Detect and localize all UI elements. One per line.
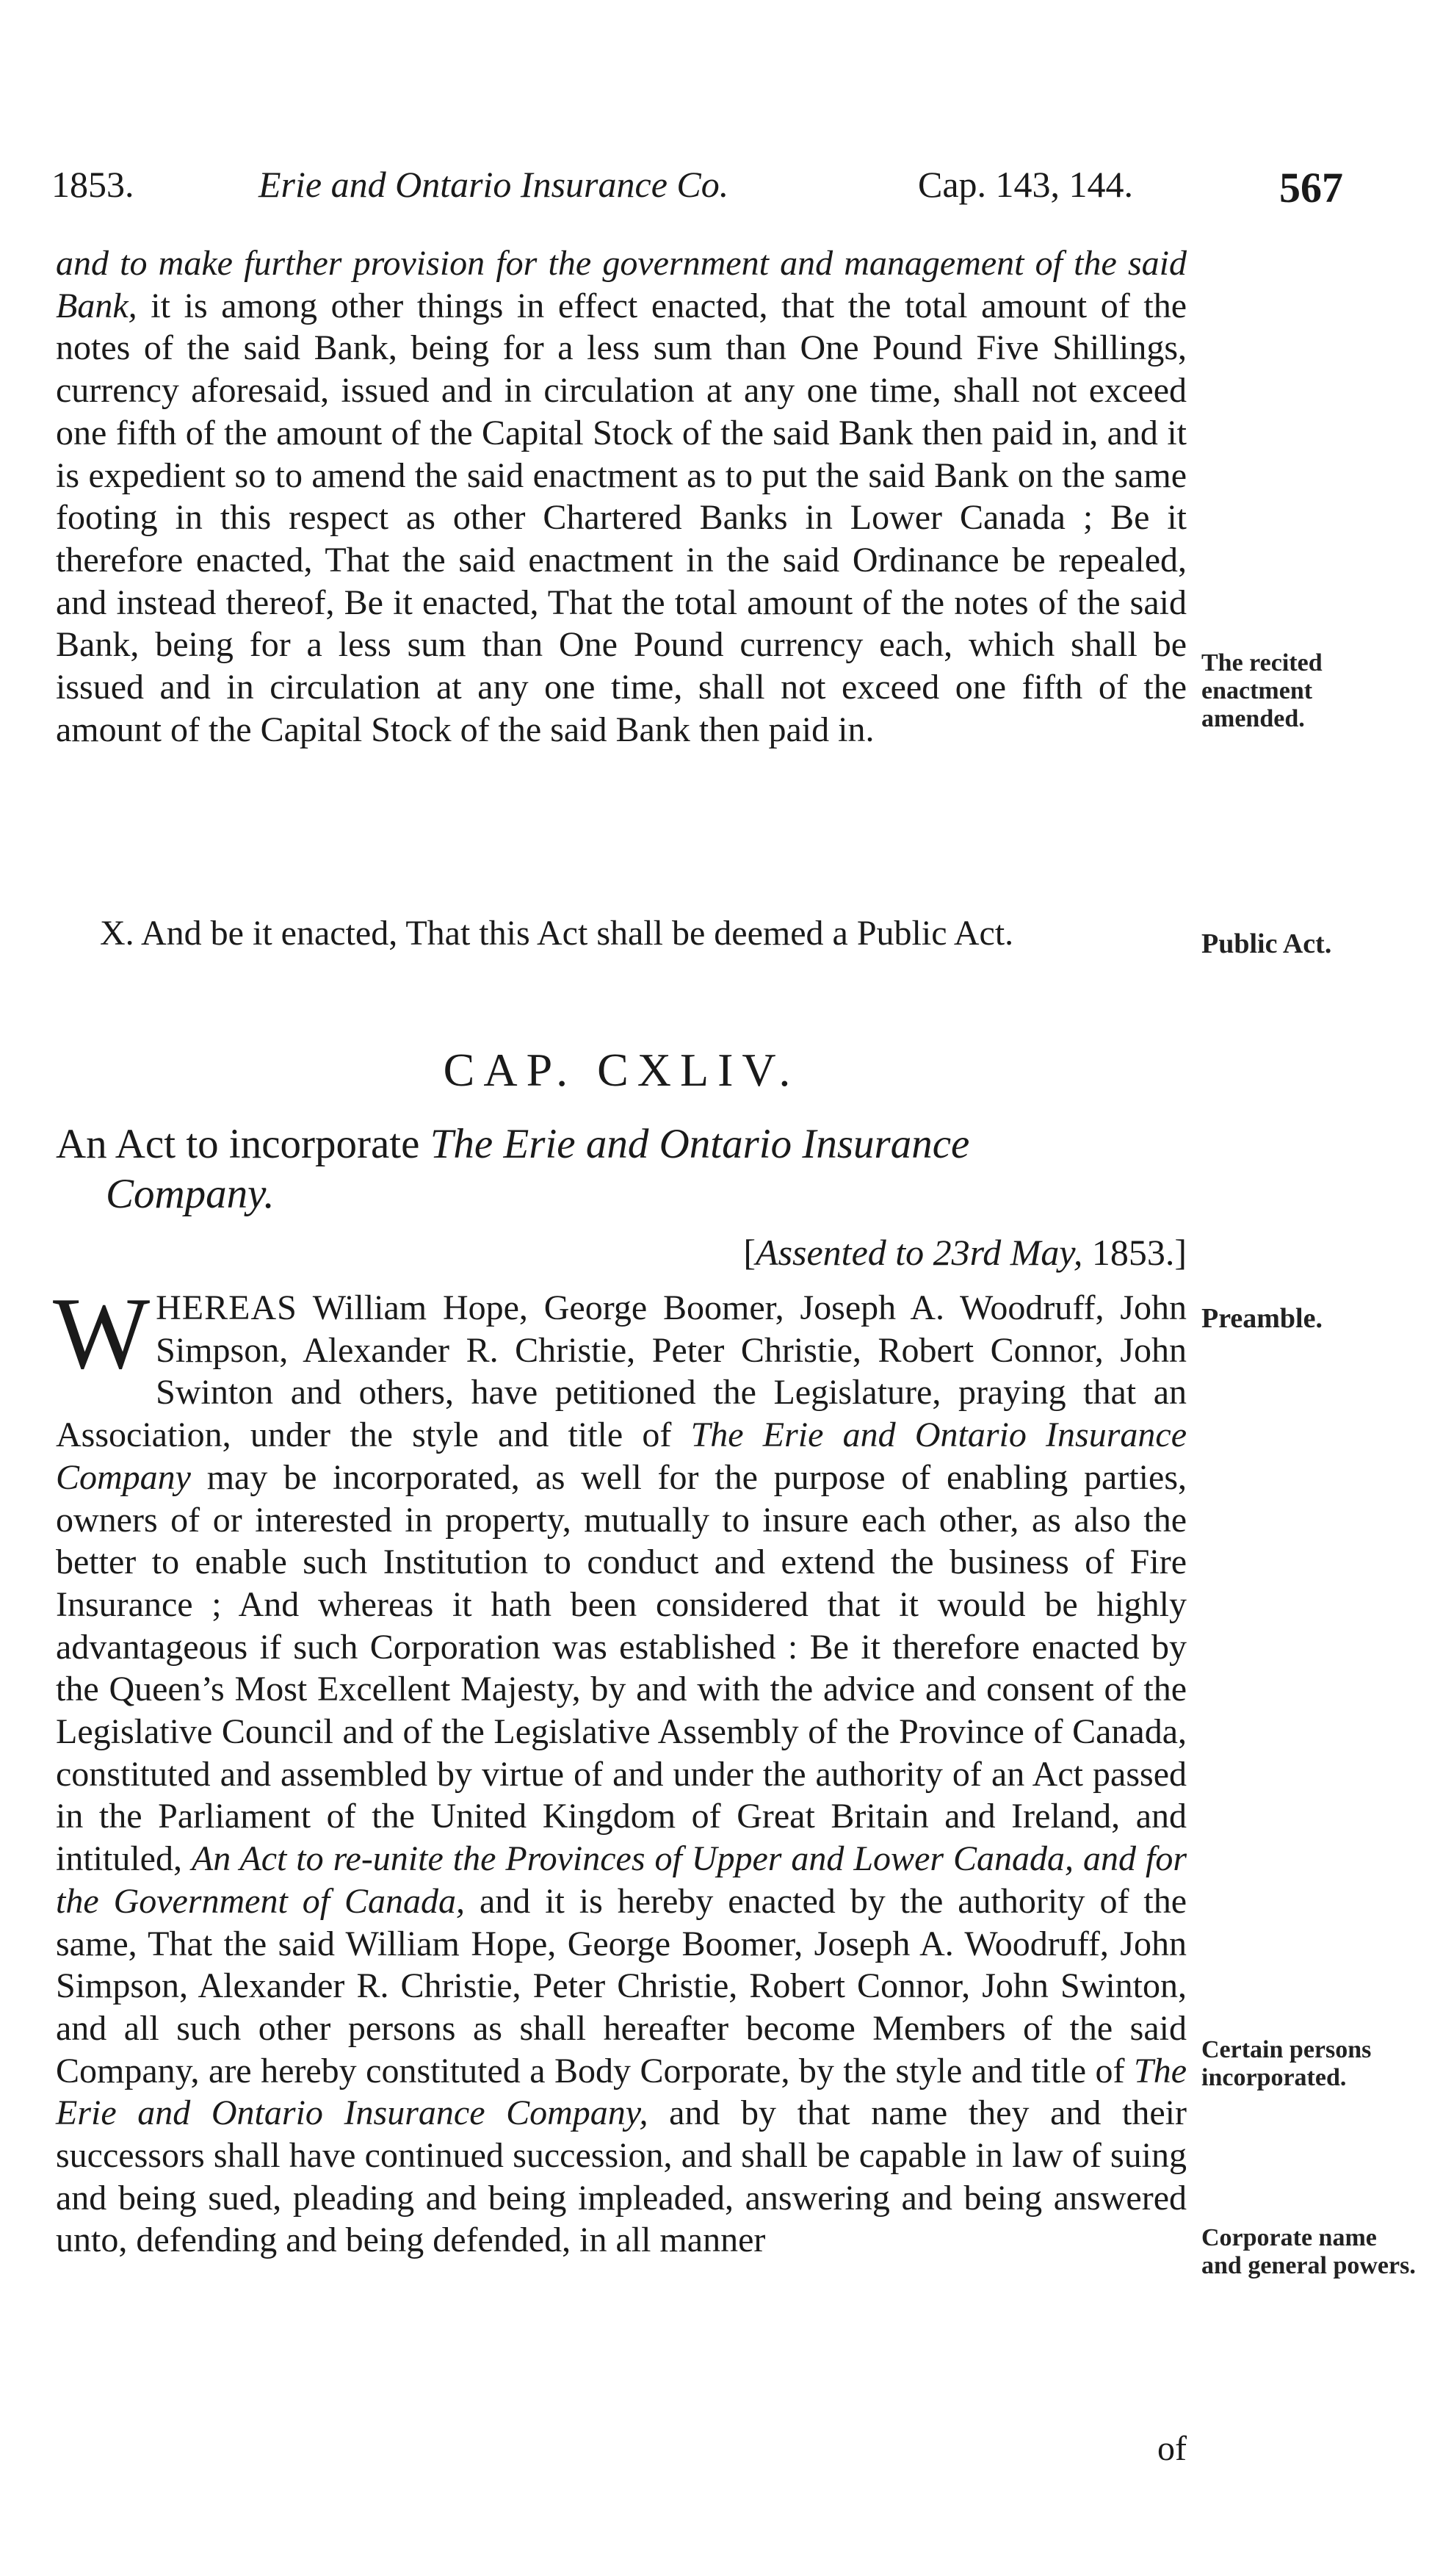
preamble-italic2: An Act to re-unite the Provinces of Upper and Lower Canada, and for the Government of Canada, (56, 1839, 1187, 1921)
section-continuation (56, 242, 1187, 751)
act-title-prefix: An Act to incorporate (56, 1121, 430, 1167)
preamble-italic3: The Erie and Ontario Insurance Company, (56, 2051, 1187, 2133)
continuation-text: it is among other things in effect enacted, that the total amount of the notes of the said Bank, being for a less sum than One Pound Five Shillings, currency aforesaid, issued and in circulation at any one time, shall not exceed one fifth of the amount of the Capital Stock of the said Bank then paid in, and it is expedient so to amend the said enactment as to put the said Bank on the same footing in this respect as other Chartered Banks in Lower Canada ; Be it therefore enacted, That the said enactment in the said Ordinance be repealed, and instead thereof, Be it enacted, That the total amount of the notes of the said Bank, being for a less sum than One Pound currency each, which shall be issued and in circulation at any one time, shall not exceed one fifth of the amount of the Capital Stock of the said Bank then paid in. (56, 286, 1187, 749)
preamble-italic1: The Erie and Ontario Insurance Company (56, 1415, 1187, 1497)
preamble-part1: William Hope, George Boomer, Joseph A. Woodruff, John Simpson, Alexander R. Christie, Peter Christie, Robert Connor, John Swinton and others, have petitioned the Legislature, praying that an Association, under the style and title of (56, 1288, 1187, 1455)
preamble-paragraph (53, 1277, 1187, 2262)
section-x-paragraph: X. And be it enacted, That this Act shall be deemed a Public Act. (100, 914, 1014, 953)
act-title (56, 1119, 1187, 1219)
sidenote-corporate-name: Corporate name and general powers. (1201, 2224, 1416, 2279)
preamble-first-word: HEREAS (156, 1288, 297, 1327)
header-year: 1853. (51, 164, 134, 205)
preamble-part4: and by that name they and their successors shall have continued succession, and shall be capable in law of suing and being sued, pleading and being impleaded, answering and being answered unto, defending and being defended, in all manner (56, 2093, 1187, 2260)
header-chapters: Cap. 143, 144. (918, 164, 1134, 205)
act-title-italic-line2: Company. (106, 1171, 275, 1217)
act-title-italic-line1: The Erie and Ontario Insurance (430, 1121, 970, 1167)
preamble-part3: and it is hereby enacted by the authority of the same, That the said William Hope, George Boomer, Joseph A. Woodruff, John Simpson, Alexander R. Christie, Peter Christie, Robert Connor, John Swinton, and all such other persons as shall hereafter become Members of the said Company, are hereby constituted a Body Corporate, by the style and title of (56, 1881, 1187, 2090)
assent-close: 1853.] (1082, 1232, 1187, 1273)
drop-cap: W (53, 1277, 151, 1390)
catchword: of (1157, 2429, 1187, 2468)
page-number: 567 (1279, 164, 1343, 212)
preamble-part2: may be incorporated, as well for the purpose of enabling parties, owners of or interested in property, mutually to insure each other, as also the better to enable such Institution to conduct and extend the business of Fire Insurance ; And whereas it hath been considered that it would be highly advantageous if such Corporation was established : Be it therefore enacted by the Queen’s Most Excellent Majesty, by and with the advice and consent of the Legislative Council and of the Legislative Assembly of the Province of Canada, constituted and assembled by virtue of and under the authority of an Act passed in the Parliament of the United Kingdom of Great Britain and Ireland, and intituled, (56, 1457, 1187, 1879)
section-x (56, 912, 1187, 955)
continuation-intro-italic: and to make further provision for the government and management of the said Bank, (56, 244, 1187, 325)
continuation-paragraph (56, 242, 1187, 751)
sidenote-recited-enactment: The recited enactment amended. (1201, 649, 1323, 732)
sidenote-public-act: Public Act. (1201, 928, 1332, 959)
preamble-section (53, 1277, 1187, 2262)
sidenote-certain-persons: Certain persons incorporated. (1201, 2036, 1372, 2091)
assent-line (56, 1231, 1187, 1274)
header-title: Erie and Ontario Insurance Co. (258, 164, 729, 205)
chapter-heading: CAP. CXLIV. (443, 1044, 800, 1096)
sidenote-preamble: Preamble. (1201, 1303, 1323, 1334)
running-header (51, 163, 1432, 214)
assent-italic: Assented to 23rd May, (756, 1232, 1083, 1273)
assent-open: [ (743, 1232, 756, 1273)
